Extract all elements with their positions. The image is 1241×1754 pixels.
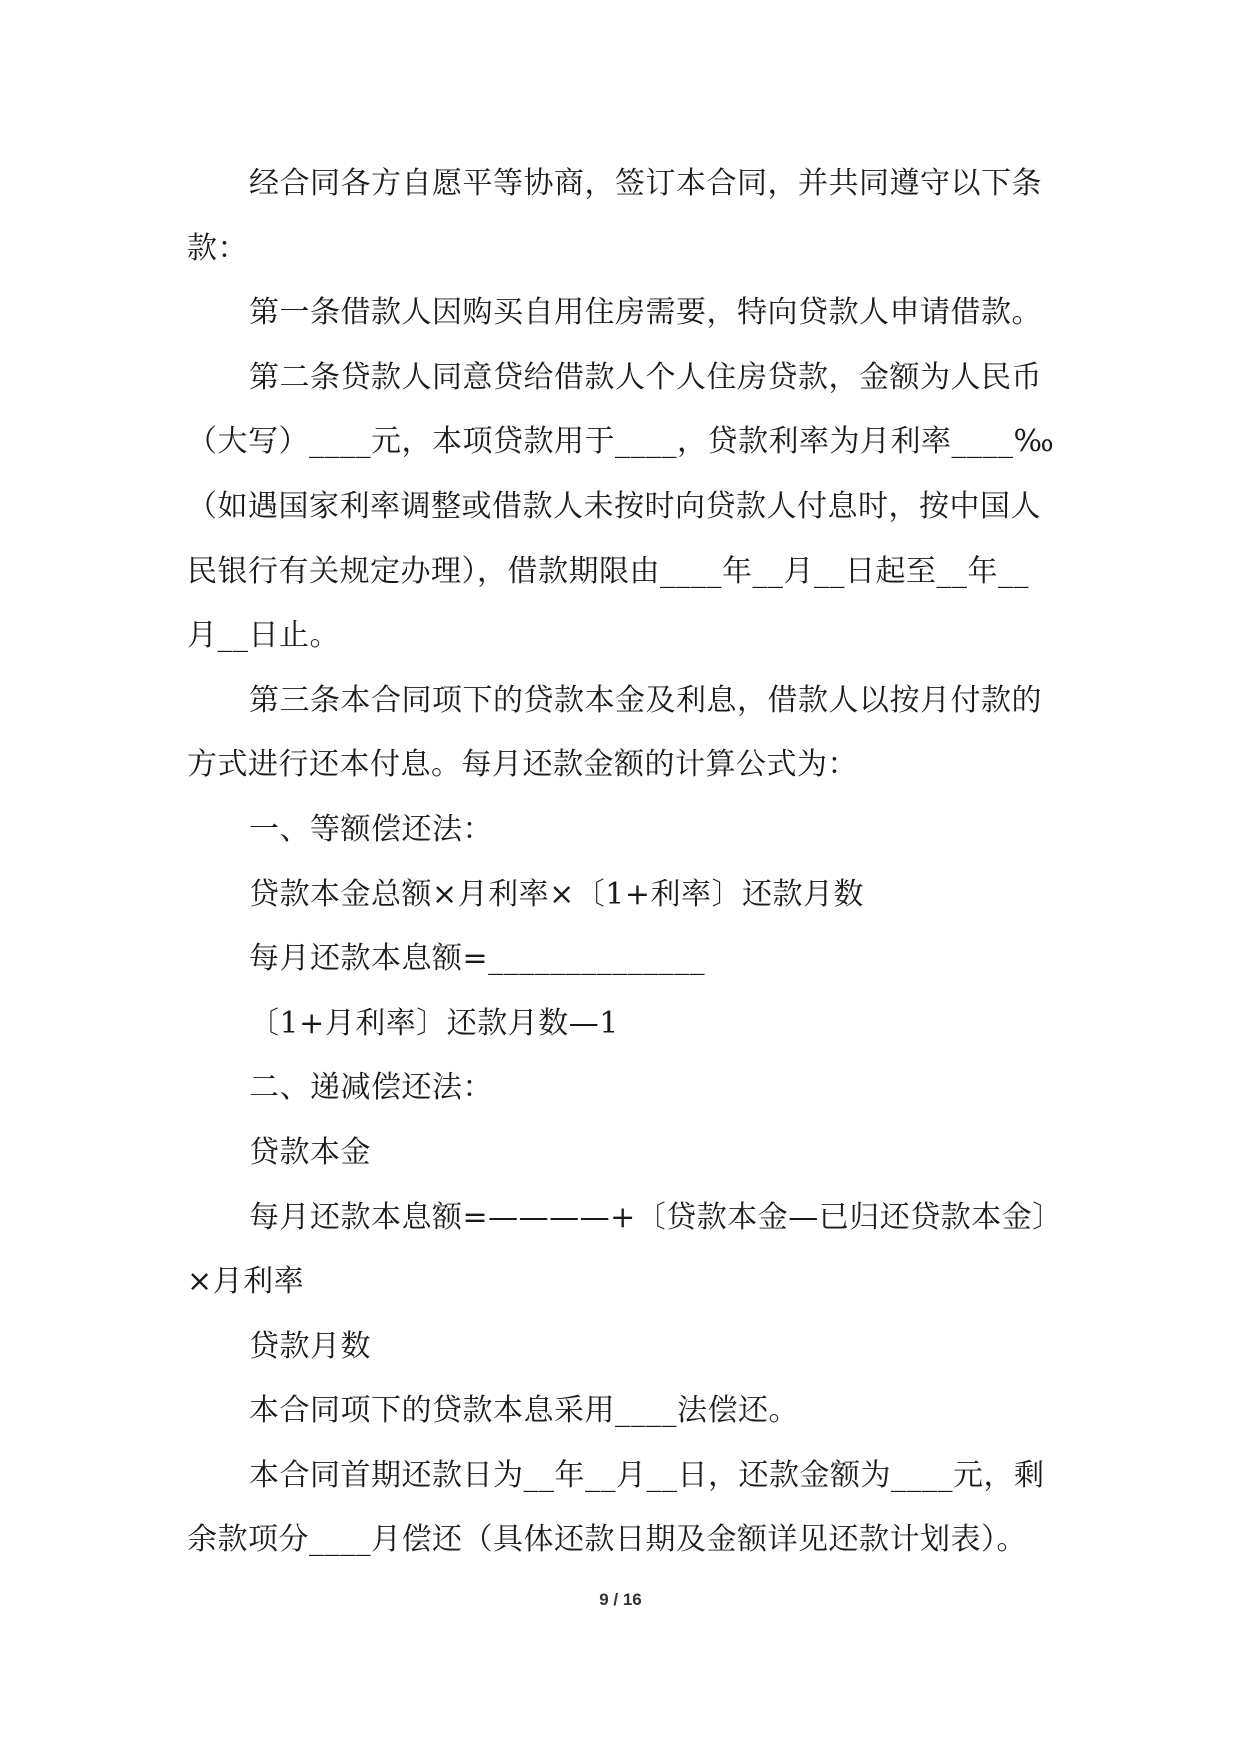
contract-body <box>187 152 1063 1573</box>
text-line: 第一条借款人因购买自用住房需要，特向贷款人申请借款。 <box>249 295 1042 331</box>
text-line: 每月还款本息额=————+〔贷款本金—已归还贷款本金〕 <box>249 1199 1063 1235</box>
text-line: 方式进行还本付息。每月还款金额的计算公式为： <box>187 747 858 783</box>
text-line: 款： <box>187 230 248 266</box>
text-line: 二、递减偿还法： <box>249 1070 493 1106</box>
page-number: 9 / 16 <box>599 1590 642 1609</box>
text-line: 第三条本合同项下的贷款本金及利息，借款人以按月付款的 <box>249 682 1042 718</box>
text-line: 本合同首期还款日为__年__月__日，还款金额为____元，剩 <box>249 1457 1045 1493</box>
text-line: 贷款本金总额×月利率×〔1+利率〕还款月数 <box>249 876 864 912</box>
text-line: 第二条贷款人同意贷给借款人个人住房贷款，金额为人民币 <box>249 359 1042 395</box>
text-line: 一、等额偿还法： <box>249 811 493 847</box>
text-line: （如遇国家利率调整或借款人未按时向贷款人付息时，按中国人 <box>187 488 1041 524</box>
text-line: 本合同项下的贷款本息采用____法偿还。 <box>249 1393 799 1429</box>
text-line: 经合同各方自愿平等协商，签订本合同，并共同遵守以下条 <box>249 166 1042 201</box>
text-line: 贷款本金 <box>249 1134 371 1170</box>
text-line: 余款项分____月偿还（具体还款日期及金额详见还款计划表）。 <box>187 1522 1027 1558</box>
text-line: 贷款月数 <box>249 1328 371 1364</box>
text-line: ×月利率 <box>187 1264 305 1300</box>
text-line: 〔1+月利率〕还款月数—1 <box>249 1005 619 1041</box>
text-line: 月__日止。 <box>187 618 340 654</box>
text-line: 民银行有关规定办理），借款期限由____年__月__日起至__年__ <box>187 553 1029 589</box>
text-line: （大写）____元，本项贷款用于____，贷款利率为月利率____‰ <box>187 424 1055 460</box>
text-line: 每月还款本息额=______________ <box>249 941 706 977</box>
